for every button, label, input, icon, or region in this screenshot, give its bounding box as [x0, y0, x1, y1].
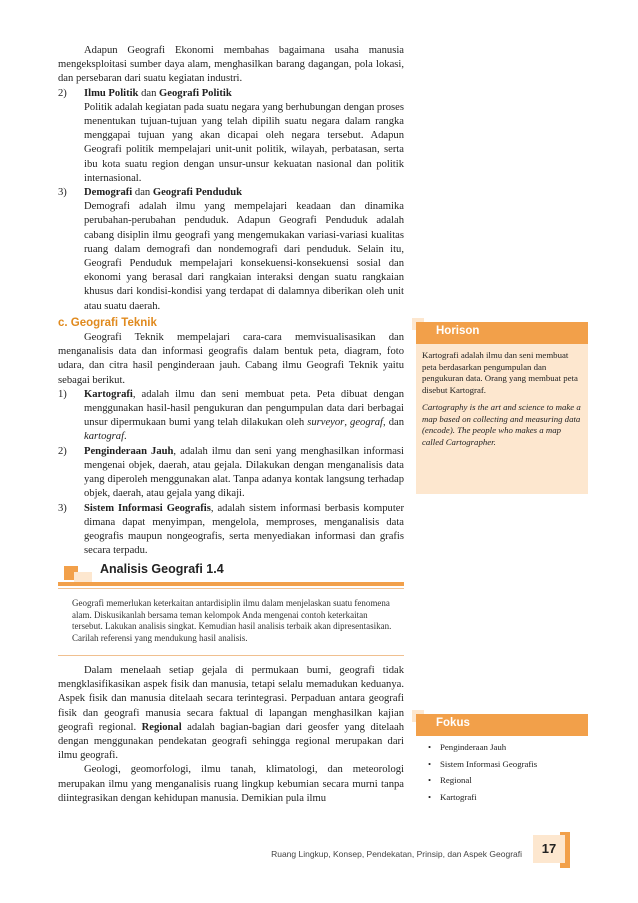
fokus-item: • Regional	[428, 775, 588, 787]
fokus-header	[416, 714, 588, 736]
analisis-bar	[58, 582, 404, 586]
paragraph-teknik-intro: Geografi Teknik mempelajari cara-cara memvisualisasikan dan menganalisis data dan informasi geografis dalam bentuk peta, diagram, foto udara, dan citra hasil penginderaan jauh. Cabang ilmu Geografi Teknik yaitu sebagai berikut.	[58, 332, 404, 386]
paragraph-regional: Dalam menelaah setiap gejala di permukaan bumi, geografi tidak mengklasifikasikan aspek fisik dan manusia, tetapi selalu memadukan keduanya. Aspek fisik dan manusia ditelaah secara terintegrasi. Perpaduan antara geografi fisik dan geografi manusia secara faktual di lapangan menghasilkan kajian geografi regional. Regional adalah bagian-bagian dari geosfer yang ditelaah dengan menggunakan pendekatan geografi sehingga regional merupakan dari ilmu geografi.	[58, 665, 404, 762]
item-politik-text: Politik adalah kegiatan pada suatu negara yang berhubungan dengan proses menentukan tujuan-tujuan yang telah dipilih suatu negara dalam rangka menggapai tujuan yang akan dicapai oleh negara tersebut. Adapun Geografi politik mempelajari unit-unit politik, wilayah, perbatasan, serta ibu kota suatu region dengan unsur-unsur kekuatan nasional dan politik internasional.	[84, 101, 404, 184]
fokus-item: • Kartografi	[428, 792, 588, 804]
horison-title: Horison	[436, 325, 480, 337]
footer-text: Ruang Lingkup, Konsep, Pendekatan, Prinsip, dan Aspek Geografi	[271, 849, 522, 859]
bottom-text	[58, 664, 404, 806]
item-penginderaan: 2) Penginderaan Jauh, adalah ilmu dan seni yang menghasilkan informasi mengenai objek, daerah, atau gejala. Dilakukan dengan menganalisis data yang diperoleh menggunakan alat. Tanpa adanya kontak langsung terhadap objek, daerah, atau gejala yang dikaji.	[58, 445, 404, 500]
horison-header	[416, 322, 588, 344]
paragraph-ekonomi: Adapun Geografi Ekonomi membahas bagaimana usaha manusia mengeksploitasi sumber daya alam, menghasilkan barang dagangan, pola lokasi, dan persebaran dari suatu kegiatan industri.	[58, 45, 404, 85]
top-text	[58, 44, 404, 558]
page-number: 17	[533, 835, 565, 863]
paragraph-geologi: Geologi, geomorfologi, ilmu tanah, klimatologi, dan meteorologi merupakan ilmu yang menganalisis ruang lingkup kebumian secara murni tanpa diintegrasikan dengan kehidupan manusia. Demikian pula ilmu	[58, 764, 404, 804]
analisis-text: Geografi memerlukan keterkaitan antardisiplin ilmu dalam menjelaskan suatu fenomena alam. Diskusikanlah bersama teman kelompok Anda mengenai contoh keterkaitan tersebut. Lakukan analisis singkat. Kemudian hasil analisis terbaik akan dipresentasikan. Carilah referensi yang mendukung hasil analisis.	[72, 598, 392, 643]
section-heading-teknik: c. Geografi Teknik	[58, 316, 157, 329]
item-kartografi: 1) Kartografi, adalah ilmu dan seni membuat peta. Peta dibuat dengan menggunakan hasil-hasil pengukuran dan pengumpulan data dari berbagai unsur dipermukaan bumi yang telah dilakukan oleh surveyor, geograf, dan kartograf.	[58, 388, 405, 443]
item-demografi-heading: 3) Demografi dan Geografi Penduduk	[58, 187, 243, 199]
fokus-title: Fokus	[436, 717, 470, 729]
item-demografi-text: Demografi adalah ilmu yang mempelajari keadaan dan dinamika perubahan-perubahan penduduk. Adapun Geografi Penduduk adalah cabang disiplin ilmu geografi yang mengemukakan variasi-variasi kualitas ruang dalam demografi dan nondemografi dari penduduk. Selain itu, Geografi Penduduk mempelajari konsekuensi-konsekuensi sosial dan ekonomi yang berasal dari rangkaian interaksi dengan suatu rangkaian khusus dari kondisi-kondisi yang terdapat di dalamnya diberikan oleh unit atau suatu daerah.	[84, 201, 404, 312]
item-sig: 3) Sistem Informasi Geografis, adalah sistem informasi berbasis komputer dimana dapat menyimpan, mengelola, memproses, menganalisis data geografis maupun nongeografis, serta menyediakan informasi dan grafis secara terpadu.	[58, 502, 404, 557]
horison-text-id: Kartografi adalah ilmu dan seni membuat peta berdasarkan pengumpulan dan pengukuran data. Orang yang membuat peta disebut Kartograf.	[422, 350, 578, 395]
item-politik-heading: 2) Ilmu Politik dan Geografi Politik	[58, 87, 232, 99]
fokus-item: • Sistem Informasi Geografis	[428, 759, 588, 771]
horison-text-en: Cartography is the art and science to make a map based on collecting and measuring data (encode). The people who makes a map called Cartographer.	[422, 402, 581, 447]
analisis-title: Analisis Geografi 1.4	[100, 562, 224, 576]
fokus-item: • Penginderaan Jauh	[428, 742, 588, 754]
horison-content	[416, 350, 588, 448]
fokus-list	[416, 742, 588, 808]
